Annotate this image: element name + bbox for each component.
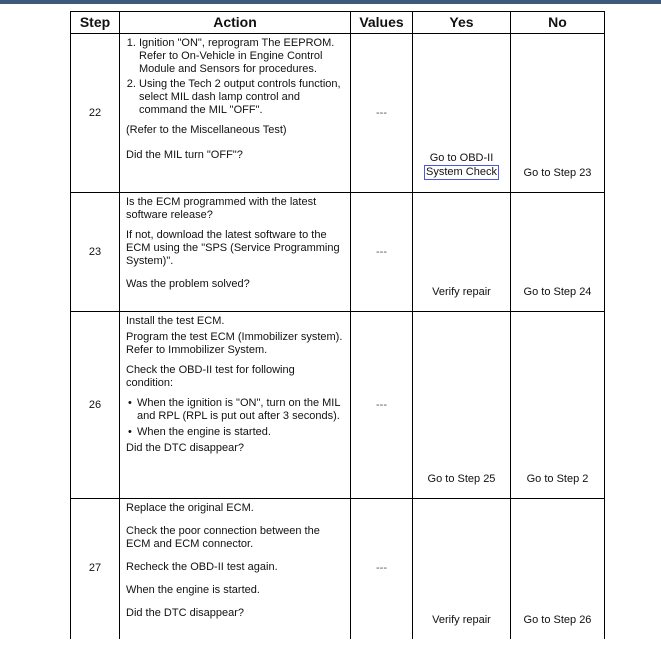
- action-question: Was the problem solved?: [126, 278, 250, 290]
- yes-cell: Verify repair: [413, 499, 511, 639]
- action-text: When the engine is started.: [126, 584, 260, 596]
- action-text: Install the test ECM.: [126, 315, 225, 327]
- yes-text: Go to OBD-II: [429, 152, 494, 164]
- action-text: If not, download the latest software to the ECM using the "SPS (Service Programming System)".: [126, 229, 340, 267]
- action-question: Did the DTC disappear?: [126, 442, 245, 454]
- table-row: [71, 193, 605, 312]
- header-action: Action: [120, 12, 351, 34]
- no-cell: Go to Step 26: [511, 499, 605, 639]
- header-no: No: [511, 12, 605, 34]
- system-check-link[interactable]: System Check: [426, 166, 497, 178]
- action-step: 1. Ignition "ON", reprogram The EEPROM. Refer to On-Vehicle in Engine Control Module and Sensors for procedures.: [139, 37, 344, 76]
- action-step: 2. Using the Tech 2 output controls function, select MIL dash lamp control and command the MIL "OFF".: [139, 78, 344, 117]
- header-yes: Yes: [413, 12, 511, 34]
- values-cell: ---: [351, 312, 413, 499]
- top-border-bar: [0, 0, 661, 4]
- values-cell: ---: [351, 193, 413, 312]
- action-text: Is the ECM programmed with the latest software release?: [126, 196, 317, 221]
- action-question: Did the DTC disappear?: [126, 607, 245, 619]
- yes-cell: Verify repair: [413, 193, 511, 312]
- action-text: Check the OBD-II test for following condition:: [126, 364, 295, 389]
- action-question: Did the MIL turn "OFF"?: [126, 149, 243, 161]
- action-text: Check the poor connection between the ECM and ECM connector.: [126, 525, 320, 550]
- table-row: [71, 499, 605, 639]
- action-text: Program the test ECM (Immobilizer system). Refer to Immobilizer System.: [126, 331, 343, 356]
- bullet-item: • When the ignition is "ON", turn on the MIL and RPL (RPL is put out after 3 seconds).: [137, 397, 344, 423]
- values-cell: ---: [351, 34, 413, 193]
- diagnostic-table: [70, 11, 605, 639]
- yes-cell: Go to Step 25: [413, 312, 511, 499]
- step-number: 26: [71, 312, 120, 499]
- header-values: Values: [351, 12, 413, 34]
- header-row: [71, 12, 605, 34]
- action-text: Recheck the OBD-II test again.: [126, 561, 278, 573]
- step-number: 22: [71, 34, 120, 193]
- action-cell: [120, 193, 351, 312]
- action-cell: [120, 34, 351, 193]
- values-cell: ---: [351, 499, 413, 639]
- no-cell: Go to Step 2: [511, 312, 605, 499]
- table-row: [71, 34, 605, 193]
- table-row: [71, 312, 605, 499]
- action-text: (Refer to the Miscellaneous Test): [126, 124, 287, 136]
- step-number: 27: [71, 499, 120, 639]
- bullet-item: • When the engine is started.: [137, 426, 344, 439]
- yes-cell: [413, 34, 511, 193]
- action-cell: [120, 499, 351, 639]
- step-number: 23: [71, 193, 120, 312]
- action-cell: [120, 312, 351, 499]
- no-cell: Go to Step 23: [511, 34, 605, 193]
- action-text: Replace the original ECM.: [126, 502, 254, 514]
- header-step: Step: [71, 12, 120, 34]
- no-cell: Go to Step 24: [511, 193, 605, 312]
